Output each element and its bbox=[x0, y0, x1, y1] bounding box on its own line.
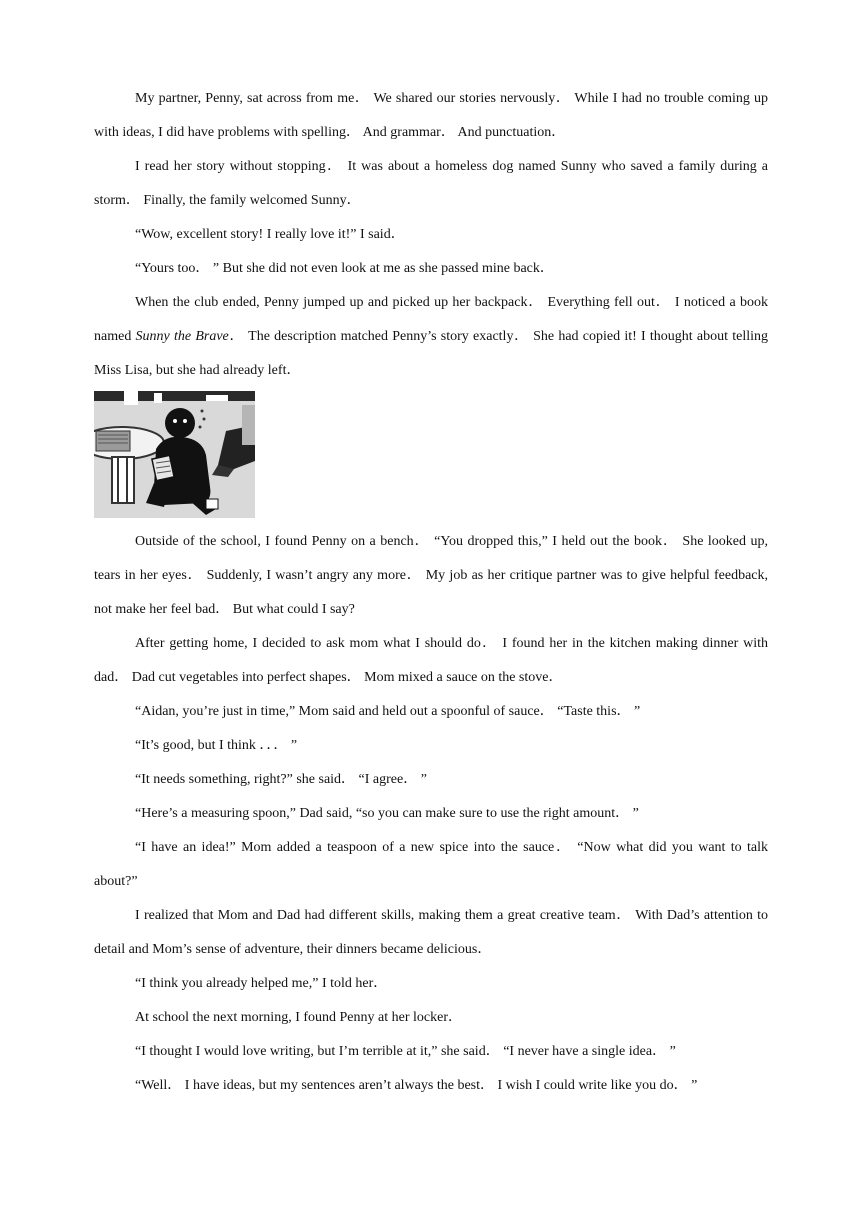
paragraph-12: “I have an idea!” Mom added a teaspoon of a new spice into the sauce． “Now what did you want to talk about?” bbox=[94, 840, 768, 889]
paragraph-15: At school the next morning, I found Penny at her locker． bbox=[135, 1010, 462, 1025]
paragraph-5-start: When the club ended, Penny jumped up and picked up her backpack． Everything fell out． I noticed a book named bbox=[94, 295, 768, 344]
paragraph-8: “Aidan, you’re just in time,” Mom said and held out a spoonful of sauce． “Taste this． ” bbox=[135, 704, 641, 719]
boy-kneeling-with-book-illustration bbox=[94, 391, 255, 518]
illustration-drawing bbox=[94, 391, 255, 518]
paragraph-6: Outside of the school, I found Penny on a bench． “You dropped this,” I held out the book． She looked up, tears in her eyes． Suddenly, I wasn’t angry any more． My job as her critique partner was to give helpful feedback, not make her feel bad． But what could I say? bbox=[94, 534, 768, 617]
paragraph-2: I read her story without stopping． It was about a homeless dog named Sunny who saved a family during a storm． Finally, the family welcomed Sunny． bbox=[94, 159, 768, 208]
paragraph-3: “Wow, excellent story! I really love it!” I said． bbox=[135, 227, 405, 242]
paragraph-17: “Well． I have ideas, but my sentences aren’t always the best． I wish I could write like you do． ” bbox=[135, 1078, 698, 1093]
paragraph-13: I realized that Mom and Dad had different skills, making them a great creative team． With Dad’s attention to detail and Mom’s sense of adventure, their dinners became delicious． bbox=[94, 908, 768, 957]
book-title: Sunny the Brave bbox=[135, 329, 229, 344]
paragraph-11: “Here’s a measuring spoon,” Dad said, “so you can make sure to use the right amount． ” bbox=[135, 806, 639, 821]
paragraph-1: My partner, Penny, sat across from me． We shared our stories nervously． While I had no trouble coming up with ideas, I did have problems with spelling． And grammar． And punctuation． bbox=[94, 91, 768, 140]
paragraph-10: “It needs something, right?” she said． “I agree． ” bbox=[135, 772, 427, 787]
story-page bbox=[94, 82, 768, 1103]
paragraph-9: “It’s good, but I think ．．． ” bbox=[135, 738, 298, 753]
paragraph-7: After getting home, I decided to ask mom what I should do． I found her in the kitchen making dinner with dad． Dad cut vegetables into perfect shapes． Mom mixed a sauce on the stove． bbox=[94, 636, 768, 685]
paragraph-16: “I thought I would love writing, but I’m terrible at it,” she said． “I never have a single idea． ” bbox=[135, 1044, 676, 1059]
paragraph-4: “Yours too． ” But she did not even look at me as she passed mine back． bbox=[135, 261, 554, 276]
paragraph-5-end: ． The description matched Penny’s story exactly． She had copied it! I thought about telling Miss Lisa, but she had already left． bbox=[94, 329, 768, 378]
paragraph-14: “I think you already helped me,” I told her． bbox=[135, 976, 388, 991]
paragraph-5 bbox=[94, 286, 768, 388]
